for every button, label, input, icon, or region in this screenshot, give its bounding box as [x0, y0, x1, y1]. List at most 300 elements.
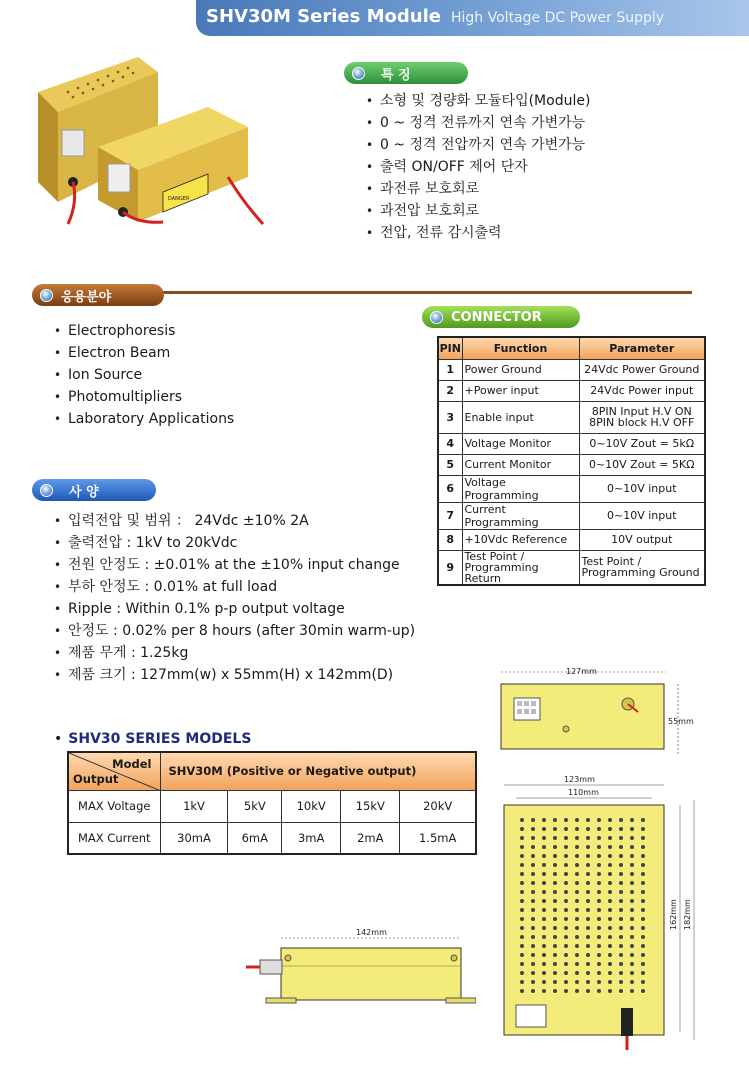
- vent-hole: [619, 971, 623, 975]
- models-table: [67, 751, 477, 855]
- vent-hole: [641, 953, 645, 957]
- vent-hole: [630, 854, 634, 858]
- vent-hole: [608, 899, 612, 903]
- danger-label: DANGER: [168, 196, 190, 202]
- vent-hole: [520, 944, 524, 948]
- vent-hole: [564, 863, 568, 867]
- vent-hole: [542, 899, 546, 903]
- vent-hole: [586, 989, 590, 993]
- vent-hole: [630, 989, 634, 993]
- list-item: • 전압, 전류 감시출력: [366, 222, 590, 244]
- vent-hole: [564, 827, 568, 831]
- vent-hole: [586, 935, 590, 939]
- vent-hole: [553, 917, 557, 921]
- models-title: • SHV30 SERIES MODELS: [54, 731, 252, 747]
- vent-hole: [586, 926, 590, 930]
- vent-hole: [553, 908, 557, 912]
- vent-hole: [542, 989, 546, 993]
- vent-hole: [630, 827, 634, 831]
- vent-hole: [597, 827, 601, 831]
- vent-hole: [641, 899, 645, 903]
- specs-heading: 사 양: [32, 479, 156, 501]
- vent-hole: [575, 953, 579, 957]
- vent-hole: [575, 854, 579, 858]
- vent-hole: [641, 917, 645, 921]
- vent-hole: [520, 917, 524, 921]
- vent-hole: [630, 935, 634, 939]
- vent-hole: [608, 890, 612, 894]
- vent-hole: [531, 818, 535, 822]
- column-header: Parameter: [579, 337, 705, 359]
- list-item: • 소형 및 경량화 모듈타입(Module): [366, 90, 590, 112]
- vent-hole: [586, 872, 590, 876]
- table-row: 1 Power Ground 24Vdc Power Ground: [438, 359, 705, 380]
- vent-hole: [630, 917, 634, 921]
- vent-hole: [586, 845, 590, 849]
- vent-hole: [575, 836, 579, 840]
- vent-hole: [608, 944, 612, 948]
- vent-hole: [597, 917, 601, 921]
- vent-hole: [520, 926, 524, 930]
- vent-hole: [553, 899, 557, 903]
- list-item: • 출력 ON/OFF 제어 단자: [366, 156, 590, 178]
- vent-hole: [586, 881, 590, 885]
- list-item: • 입력전압 및 범위 ： 24Vdc ±10% 2A: [54, 510, 415, 532]
- vent-hole: [586, 980, 590, 984]
- features-heading: 특 징: [344, 62, 468, 84]
- vent-hole: [608, 818, 612, 822]
- vent-hole: [542, 854, 546, 858]
- vent-hole: [630, 908, 634, 912]
- vent-hole: [542, 953, 546, 957]
- vent-hole: [630, 890, 634, 894]
- vent-hole: [564, 899, 568, 903]
- vent-hole: [553, 854, 557, 858]
- vent-hole: [619, 917, 623, 921]
- vent-hole: [564, 845, 568, 849]
- vent-hole: [531, 971, 535, 975]
- vent-hole: [520, 827, 524, 831]
- vent-hole: [520, 890, 524, 894]
- vent-hole: [597, 953, 601, 957]
- table-row: 4 Voltage Monitor 0~10V Zout = 5kΩ: [438, 433, 705, 454]
- vent-hole: [542, 944, 546, 948]
- vent-hole: [553, 980, 557, 984]
- vent-hole: [619, 962, 623, 966]
- table-row: MAX Voltage 1kV 5kV 10kV 15kV 20kV: [68, 790, 476, 822]
- bullet-orb-icon: [40, 289, 53, 302]
- table-row: 8 +10Vdc Reference 10V output: [438, 529, 705, 550]
- vent-hole: [608, 854, 612, 858]
- vent-hole: [542, 926, 546, 930]
- features-list: [366, 90, 590, 244]
- vent-hole: [608, 989, 612, 993]
- vent-hole: [542, 935, 546, 939]
- vent-hole: [575, 980, 579, 984]
- vent-hole: [630, 971, 634, 975]
- vent-hole: [641, 818, 645, 822]
- vent-hole: [575, 899, 579, 903]
- vent-hole: [575, 863, 579, 867]
- vent-hole: [619, 890, 623, 894]
- list-item: • 제품 크기 : 127mm(w) x 55mm(H) x 142mm(D): [54, 664, 415, 686]
- vent-hole: [553, 971, 557, 975]
- vent-hole: [641, 908, 645, 912]
- top-view-drawing: [496, 770, 706, 1050]
- front-view-drawing: [496, 662, 701, 762]
- vent-hole: [619, 899, 623, 903]
- vent-hole: [597, 818, 601, 822]
- vent-hole: [575, 989, 579, 993]
- list-item: • 0 ~ 정격 전압까지 연속 가변가능: [366, 134, 590, 156]
- vent-hole: [531, 899, 535, 903]
- vent-hole: [630, 980, 634, 984]
- vent-hole: [597, 989, 601, 993]
- vent-hole: [575, 845, 579, 849]
- vent-hole: [542, 962, 546, 966]
- series-label: SHV30M (Positive or Negative output): [160, 752, 476, 790]
- vent-hole: [542, 890, 546, 894]
- vent-hole: [586, 827, 590, 831]
- vent-hole: [608, 917, 612, 921]
- vent-hole: [597, 899, 601, 903]
- vent-hole: [597, 836, 601, 840]
- table-header-row: [68, 752, 476, 790]
- vent-hole: [564, 836, 568, 840]
- vent-hole: [597, 854, 601, 858]
- vent-hole: [553, 872, 557, 876]
- vent-hole: [586, 962, 590, 966]
- vent-hole: [619, 944, 623, 948]
- vent-hole: [531, 953, 535, 957]
- vent-hole: [608, 953, 612, 957]
- vent-hole: [575, 890, 579, 894]
- vent-hole: [564, 926, 568, 930]
- bullet-orb-icon: [430, 311, 443, 324]
- vent-hole: [564, 854, 568, 858]
- vent-hole: [553, 926, 557, 930]
- vent-hole: [531, 944, 535, 948]
- side-view-drawing: [246, 926, 476, 1026]
- front-width-label: 127mm: [566, 667, 597, 676]
- vent-hole: [641, 863, 645, 867]
- vent-hole: [597, 845, 601, 849]
- vent-hole: [619, 926, 623, 930]
- list-item: • 안정도 : 0.02% per 8 hours (after 30min warm-up): [54, 620, 415, 642]
- vent-hole: [608, 827, 612, 831]
- vent-hole: [641, 989, 645, 993]
- table-row: 6 Voltage Programming 0~10V input: [438, 475, 705, 502]
- vent-hole: [641, 836, 645, 840]
- vent-hole: [619, 908, 623, 912]
- vent-hole: [564, 989, 568, 993]
- vent-hole: [630, 944, 634, 948]
- vent-hole: [586, 917, 590, 921]
- top-inner-width-label: 110mm: [568, 788, 599, 797]
- vent-hole: [553, 863, 557, 867]
- vent-hole: [619, 872, 623, 876]
- vent-hole: [531, 854, 535, 858]
- vent-hole: [564, 953, 568, 957]
- vent-hole: [542, 971, 546, 975]
- list-item: • Ion Source: [54, 364, 234, 386]
- vent-hole: [564, 818, 568, 822]
- vent-hole: [619, 863, 623, 867]
- vent-hole: [586, 863, 590, 867]
- vent-hole: [520, 908, 524, 912]
- vent-hole: [564, 881, 568, 885]
- applications-list: [54, 320, 234, 430]
- vent-hole: [520, 863, 524, 867]
- vent-hole: [630, 818, 634, 822]
- vent-hole: [520, 935, 524, 939]
- vent-hole: [630, 836, 634, 840]
- top-outer-width-label: 123mm: [564, 775, 595, 784]
- vent-hole: [520, 899, 524, 903]
- connector-heading: CONNECTOR: [422, 306, 580, 328]
- vent-hole: [586, 944, 590, 948]
- vent-hole: [520, 989, 524, 993]
- vent-hole: [531, 881, 535, 885]
- vent-hole: [520, 836, 524, 840]
- list-item: • 제품 무게 : 1.25kg: [54, 642, 415, 664]
- vent-hole: [542, 845, 546, 849]
- list-item: • Laboratory Applications: [54, 408, 234, 430]
- vent-hole: [564, 980, 568, 984]
- vent-hole: [641, 890, 645, 894]
- list-item: • Photomultipliers: [54, 386, 234, 408]
- vent-hole: [564, 908, 568, 912]
- vent-hole: [531, 890, 535, 894]
- vent-hole: [542, 836, 546, 840]
- vent-hole: [597, 962, 601, 966]
- vent-hole: [575, 818, 579, 822]
- list-item: • 과전류 보호회로: [366, 178, 590, 200]
- vent-hole: [542, 872, 546, 876]
- vent-hole: [586, 953, 590, 957]
- specs-list: [54, 510, 415, 686]
- vent-hole: [630, 872, 634, 876]
- vent-hole: [597, 881, 601, 885]
- vent-hole: [641, 926, 645, 930]
- list-item: • 부하 안정도 : 0.01% at full load: [54, 576, 415, 598]
- vent-hole: [542, 827, 546, 831]
- vent-hole: [586, 890, 590, 894]
- section-divider: [160, 291, 692, 294]
- vent-hole: [531, 935, 535, 939]
- vent-hole: [641, 854, 645, 858]
- row-label: MAX Voltage: [68, 790, 160, 822]
- vent-hole: [575, 962, 579, 966]
- column-header: PIN: [438, 337, 462, 359]
- vent-hole: [619, 818, 623, 822]
- vent-hole: [608, 935, 612, 939]
- vent-hole: [597, 935, 601, 939]
- vent-hole: [520, 854, 524, 858]
- list-item: • Ripple : Within 0.1% p-p output voltage: [54, 598, 415, 620]
- page-subtitle: High Voltage DC Power Supply: [451, 10, 665, 26]
- vent-hole: [575, 935, 579, 939]
- vent-hole: [630, 899, 634, 903]
- vent-hole: [542, 881, 546, 885]
- vent-hole: [630, 953, 634, 957]
- vent-hole: [575, 944, 579, 948]
- vent-hole: [553, 818, 557, 822]
- front-height-label: 55mm: [668, 717, 694, 726]
- vent-hole: [564, 917, 568, 921]
- vent-hole: [531, 926, 535, 930]
- vent-hole: [619, 881, 623, 885]
- applications-heading: 응용분야: [32, 284, 164, 306]
- vent-hole: [531, 908, 535, 912]
- vent-hole: [542, 917, 546, 921]
- table-row: MAX Current 30mA 6mA 3mA 2mA 1.5mA: [68, 822, 476, 854]
- vent-hole: [564, 944, 568, 948]
- table-row: 7 Current Programming 0~10V input: [438, 502, 705, 529]
- vent-hole: [586, 854, 590, 858]
- vent-hole: [619, 854, 623, 858]
- vent-hole: [520, 953, 524, 957]
- vent-hole: [608, 971, 612, 975]
- page-title: SHV30M Series Module: [206, 6, 441, 27]
- row-label: MAX Current: [68, 822, 160, 854]
- vent-hole: [564, 971, 568, 975]
- vent-hole: [597, 971, 601, 975]
- vent-hole: [608, 926, 612, 930]
- table-header-row: [438, 337, 705, 359]
- vent-hole: [597, 890, 601, 894]
- vent-hole: [542, 863, 546, 867]
- vent-hole: [597, 980, 601, 984]
- vent-hole: [575, 827, 579, 831]
- vent-hole: [641, 881, 645, 885]
- vent-hole: [608, 962, 612, 966]
- vent-hole: [597, 863, 601, 867]
- vent-hole: [630, 962, 634, 966]
- vent-hole: [630, 881, 634, 885]
- vent-hole: [553, 890, 557, 894]
- corner-cell: Model Output: [68, 752, 160, 790]
- vent-hole: [564, 872, 568, 876]
- vent-hole: [531, 827, 535, 831]
- vent-hole: [553, 962, 557, 966]
- vent-hole: [531, 872, 535, 876]
- vent-hole: [641, 935, 645, 939]
- vent-hole: [641, 845, 645, 849]
- vent-hole: [553, 989, 557, 993]
- vent-hole: [641, 980, 645, 984]
- vent-hole: [597, 872, 601, 876]
- vent-hole: [630, 863, 634, 867]
- vent-hole: [531, 836, 535, 840]
- vent-hole: [608, 845, 612, 849]
- vent-hole: [520, 971, 524, 975]
- vent-hole: [531, 863, 535, 867]
- vent-hole: [531, 989, 535, 993]
- list-item: • 0 ~ 정격 전류까지 연속 가변가능: [366, 112, 590, 134]
- list-item: • 출력전압 : 1kV to 20kVdc: [54, 532, 415, 554]
- list-item: • 과전압 보호회로: [366, 200, 590, 222]
- vent-hole: [619, 845, 623, 849]
- vent-hole: [531, 917, 535, 921]
- list-item: • Electron Beam: [54, 342, 234, 364]
- vent-hole: [575, 872, 579, 876]
- vent-hole: [641, 971, 645, 975]
- table-row: 2 +Power input 24Vdc Power input: [438, 380, 705, 401]
- vent-hole: [520, 845, 524, 849]
- vent-hole: [630, 926, 634, 930]
- vent-hole: [608, 881, 612, 885]
- vent-hole: [641, 872, 645, 876]
- vent-hole: [586, 899, 590, 903]
- vent-hole: [564, 935, 568, 939]
- vent-hole: [575, 881, 579, 885]
- side-length-label: 142mm: [356, 928, 387, 937]
- connector-table: [437, 336, 706, 586]
- vent-hole: [553, 953, 557, 957]
- vent-hole: [641, 944, 645, 948]
- vent-hole: [531, 845, 535, 849]
- vent-hole: [586, 971, 590, 975]
- vent-hole: [619, 836, 623, 840]
- vent-hole: [575, 908, 579, 912]
- vent-hole: [575, 971, 579, 975]
- vent-hole: [586, 908, 590, 912]
- product-photo: [28, 52, 283, 232]
- vent-hole: [608, 980, 612, 984]
- list-item: • Electrophoresis: [54, 320, 234, 342]
- vent-hole: [542, 908, 546, 912]
- bullet-orb-icon: [40, 484, 53, 497]
- table-row: 5 Current Monitor 0~10V Zout = 5KΩ: [438, 454, 705, 475]
- top-outer-length-label: 182mm: [683, 899, 692, 930]
- vent-hole: [619, 980, 623, 984]
- vent-hole: [564, 890, 568, 894]
- vent-hole: [553, 836, 557, 840]
- vent-hole: [608, 872, 612, 876]
- top-inner-length-label: 162mm: [669, 899, 678, 930]
- vent-hole: [608, 863, 612, 867]
- vent-hole: [619, 953, 623, 957]
- vent-hole: [520, 980, 524, 984]
- vent-hole: [553, 845, 557, 849]
- table-row: 3 Enable input 8PIN Input H.V ON 8PIN block H.V OFF: [438, 401, 705, 433]
- vent-hole: [531, 980, 535, 984]
- vent-hole: [542, 818, 546, 822]
- list-item: • 전원 안정도 : ±0.01% at the ±10% input change: [54, 554, 415, 576]
- vent-hole: [542, 980, 546, 984]
- vent-hole: [520, 962, 524, 966]
- vent-hole: [597, 926, 601, 930]
- vent-hole: [520, 818, 524, 822]
- vent-hole: [586, 818, 590, 822]
- vent-hole: [575, 926, 579, 930]
- vent-hole: [630, 845, 634, 849]
- vent-hole: [553, 935, 557, 939]
- vent-hole: [531, 962, 535, 966]
- vent-hole: [553, 881, 557, 885]
- bullet-orb-icon: [352, 67, 365, 80]
- vent-hole: [597, 908, 601, 912]
- vent-hole: [520, 872, 524, 876]
- vent-hole: [641, 827, 645, 831]
- page-header: [196, 0, 749, 36]
- vent-hole: [553, 827, 557, 831]
- vent-hole: [575, 917, 579, 921]
- vent-hole: [619, 989, 623, 993]
- vent-hole: [608, 908, 612, 912]
- vent-hole: [564, 962, 568, 966]
